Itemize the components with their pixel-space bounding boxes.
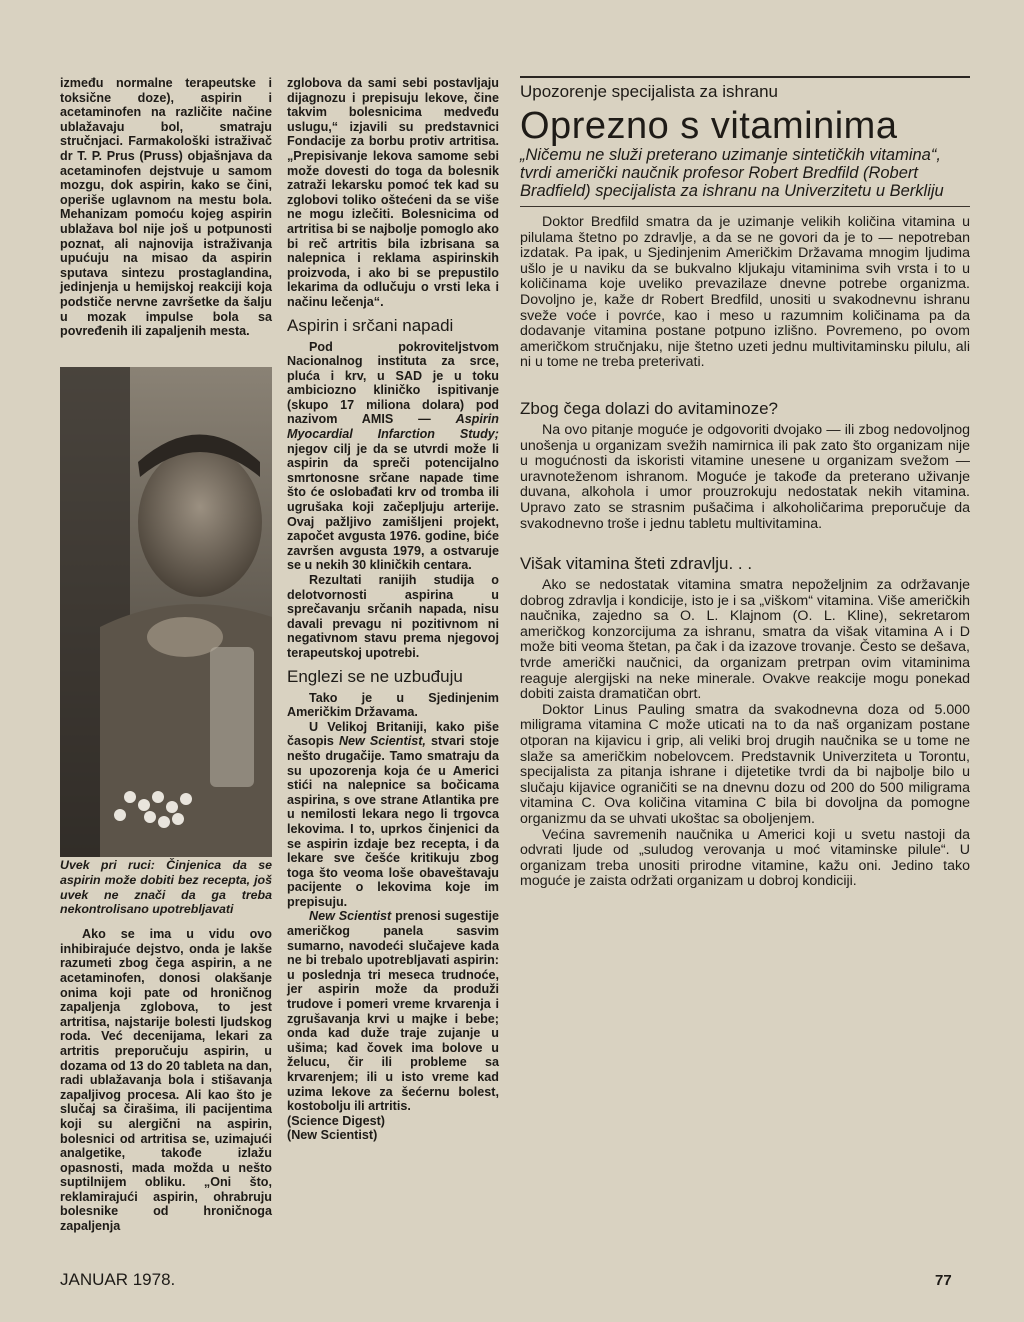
photo-man-with-pills [60, 367, 272, 857]
p5-text-a: U Velikoj Britaniji, kako piše časopis [287, 719, 499, 749]
col2-paragraph-5 [287, 720, 499, 910]
article-kicker: Upozorenje specijalista za ishranu [520, 82, 778, 101]
col2-paragraph-2 [287, 340, 499, 574]
source-new-scientist: (New Scientist) [287, 1128, 378, 1143]
page-number: 77 [935, 1272, 952, 1289]
col3-paragraph-2: Na ovo pitanje moguće je odgovoriti dvojako — ili zbog nedovoljnog unošenja u organizam svežih namirnica ili pak zato što organizam nije u mogućnosti da iskoristi vitamine unesene u organizam svežom — uravnoteženom ishranom. Moguće je takođe da preterano uživanje duvana, alkohola i umor prouzrokuju nedostatak nekih vitamina. Upravo zato se strasnim pušačima i alkoholičarima preporučuje da svakodnevno troše i jednu tabletu multivitamina. [520, 421, 970, 532]
source-science-digest: (Science Digest) [287, 1113, 385, 1128]
subhead-avitaminoza: Zbog čega dolazi do avitaminoze? [520, 398, 778, 418]
photo-caption: Uvek pri ruci: Činjenica da se aspirin može dobiti bez recepta, još uvek ne znači da ga treba nekontrolisano upotrebljavati [60, 858, 272, 917]
col3-paragraph-3: Ako se nedostatak vitamina smatra nepoželjnim za održavanje dobrog zdravlja i kondicije, isto je i sa „viškom“ vitamina. Više američkih naučnika, zajedno sa O. L. Klajnom (O. L. Kline), sekretarom američkog konzorcijuma za ishranu, smatra da višak vitamina A i D može biti veoma štetan, pa čak i da izazove trovanje. Često se dešava, tvrde američki naučnici, da organizam pretrpan ovim vitaminima reaguje alergijski na neke minerale. Ovakve reakcije mogu ponekad dobiti zaista dramatičan obrt. [520, 577, 970, 703]
footer-date: JANUAR 1978. [60, 1270, 176, 1289]
col3-paragraph-5: Većina savremenih naučnika u Americi koji u svetu nastoji da odvrati ljude od „suludog verovanja u moć vitaminske pilule“. U organizam treba unositi prirodne vitamine, kažu oni. Jedino tako moguće je zaista održati organizam u dobroj kondiciji. [520, 826, 970, 890]
subhead-englezi: Englezi se ne uzbuđuju [287, 666, 463, 686]
p2-text-a: Pod pokroviteljstvom Nacionalnog instituta za srce, pluća i krv, u SAD je u toku ambiciozno kliničko ispitivanje (skupo 17 miliona dolara) pod nazivom AMIS — [287, 339, 499, 427]
lede-rule [520, 206, 970, 207]
article-headline: Oprezno s vitaminima [520, 105, 898, 147]
col1-paragraph-2: Ako se ima u vidu ovo inhibirajuće dejstvo, onda je lakše razumeti zbog čega aspirin, a ne acetaminofen, donosi olakšanje onima koji pate od hroničnog zapaljenja zglobova, to jest artritisa, najstarije bolesti ljudskog roda. Već decenijama, lekari za artritis preporučuju aspirin, u dozama od 13 do 20 tableta na dan, radi ublažavanja bola i stišavanja zapaljivog procesa. Ali kao što je slučaj sa čirašima, ili pacijentima koji su alergični na aspirin, bolesnici od artritisa se, uzimajući analgetike, takođe izlažu opasnosti, mada možda u nešto suptilnijem obliku. „Oni što, reklamirajući aspirin, ohrabruju bolesnike od hroničnoga zapaljenja [60, 927, 272, 1234]
column-1 [60, 76, 272, 339]
p6-text-b: prenosi sugestije američkog panela sasvim sumarno, navodeći slučajeve kada ne bi trebalo upotrebljavati aspirin: u poslednja tri meseca trudnoće, jer aspirin može da produži trudove i pomeri vreme krvarenja i zgrušavanja krvi u majke i bebe; onda kad duže traje zujanje u ušima; kad čovek ima bolove u želucu, čir ili probleme sa krvarenjem; ili u isto vreme kad uzima lekove za šećernu bolest, kostobolju ili artritis. [287, 909, 499, 1114]
subhead-visak-vitamina: Višak vitamina šteti zdravlju. . . [520, 554, 753, 574]
p5-text-italic: New Scientist, [338, 734, 426, 749]
col2-paragraph-6 [287, 909, 499, 1113]
photo-illustration [60, 367, 272, 857]
column-2 [287, 76, 499, 1143]
p2-text-italic: Aspirin Myocardial Infarction Study; [287, 412, 499, 442]
col3-paragraph-4: Doktor Linus Pauling smatra da svakodnevna doza od 5.000 miligrama vitamina C može uticati na to da naš organizam postane otporan na kijavicu i grip, ali veliki broj drugih naučnika se u tome ne slaže sa američkim nobelovcem. Predstavnik Univerziteta u Torontu, specijalista za pitanja ishrane i dijetetike tvrdi da bi najbolje bilo u slučaju kijavice ograničiti se na dnevnu dozu od 200 do 500 miligrama vitamina C. Ova količina vitamina C bila bi dovoljna da pomogne organizmu da se uhvati ukoštac sa oboljenjem. [520, 701, 970, 827]
col3-paragraph-1: Doktor Bredfild smatra da je uzimanje velikih količina vitamina u pilulama štetno po zdravlje, a da se ne govori da je to — nepotreban izdatak. Pa ipak, u Sjedinjenim Američkim Državama mnogim ljudima ušlo je u naviku da se bukvalno kljukaju vitaminima svih vrsta i to u količinama koje uveliko prevazilaze dnevne potrebe organizma. Dovoljno je, kaže dr Robert Bredfild, unositi u svakodnevnu ishranu sveže voće i povrće, kao i meso u razumnim količinama pa da dodavanje vitamina postane potpuno izlišno. Povremeno, po ovom američkom stručnjaku, nije štetno uzeti jednu multivitaminsku pilulu, ali ni u tome ne treba preterivati. [520, 214, 970, 371]
article-lede: „Ničemu ne služi preterano uzimanje sintetičkih vitamina“, tvrdi američki naučnik profesor Robert Bredfild (Robert Bradfield) specijalista za ishranu na Univerzitetu u Berkliju [520, 146, 944, 200]
column-3 [520, 76, 970, 890]
col2-paragraph-3: Rezultati ranijih studija o delotvornosti aspirina u sprečavanju srčanih napada, nisu davali prevagu ni pozitivnom ni negativnom stavu prema njegovoj terapeutskoj upotrebi. [287, 573, 499, 660]
col1-paragraph-1: između normalne terapeutske i toksične doze), aspirin i acetaminofen na različite načine ublažavaju bol, smatraju stručnjaci. Farmakološki istraživač dr T. P. Prus (Pruss) objašnjava da acetaminofen dejstvuje u samom mozgu, dok aspirin, kako se čini, operiše uglavnom na mestu bola. Mehanizam pomoću kojeg aspirin ublažava bol nije još u potpunosti poznat, ali najnovija istraživanja upućuju na misao da aspirin sputava sintezu prostaglandina, jedinjenja u hemijskoj reakciji koja podstiče nervne završetke da šalju u mozak impulse bola sa povređenih ili zapaljenih mesta. [60, 76, 272, 339]
subhead-aspirin-heart: Aspirin i srčani napadi [287, 315, 454, 335]
col2-paragraph-1: zglobova da sami sebi postavljaju dijagnozu i prepisuju lekove, čine takvim bolesnicima medveđu uslugu,“ izjavili su predstavnici Fondacije za borbu protiv artritisa. „Prepisivanje lekova samome sebi može dovesti do toga da bolesnik zatraži lekarsku pomoć tek kad su zglobovi toliko oštećeni da se više ne mogu izlečiti. Bolesnicima od artritisa bi se najbolje pomoglo ako bi reč artritis bila izbrisana sa nalepnica i reklama aspirinskih proizvoda, i ako bi se prepustilo lekarima da odlučuju o vrsti leka i načinu lečenja“. [287, 76, 499, 309]
col2-paragraph-4: Tako je u Sjedinjenim Američkim Državama. [287, 690, 499, 720]
p6-text-italic: New Scientist [309, 909, 392, 924]
p2-text-b: njegov cilj je da se utvrdi može li aspirin da spreči potencijalno smrtonosne srčane napade time što će oslobađati krv od tromba ili ugrušaka koji začepljuju arterije. Ovaj pažljivo zamišljeni projekt, započet avgusta 1976. godine, biće završen avgusta 1979, a ostvaruje se u nekih 30 kliničkih centara. [287, 441, 499, 573]
p5-text-b: stvari stoje nešto drugačije. Tamo smatraju da su upozorenja koja će u Americi stići na nalepnice sa bočicama aspirina, s ove strane Atlantika pre u nemilosti lekara nego li trgovca lekovima. I to, uprkos činjenici da se aspirin izdaje bez recepta, i da lekare sve češće kritikuju zbog toga što veoma loše obaveštavaju pacijente o lekovima koje im prepisuju. [287, 734, 499, 909]
column-1-lower [60, 858, 272, 1234]
